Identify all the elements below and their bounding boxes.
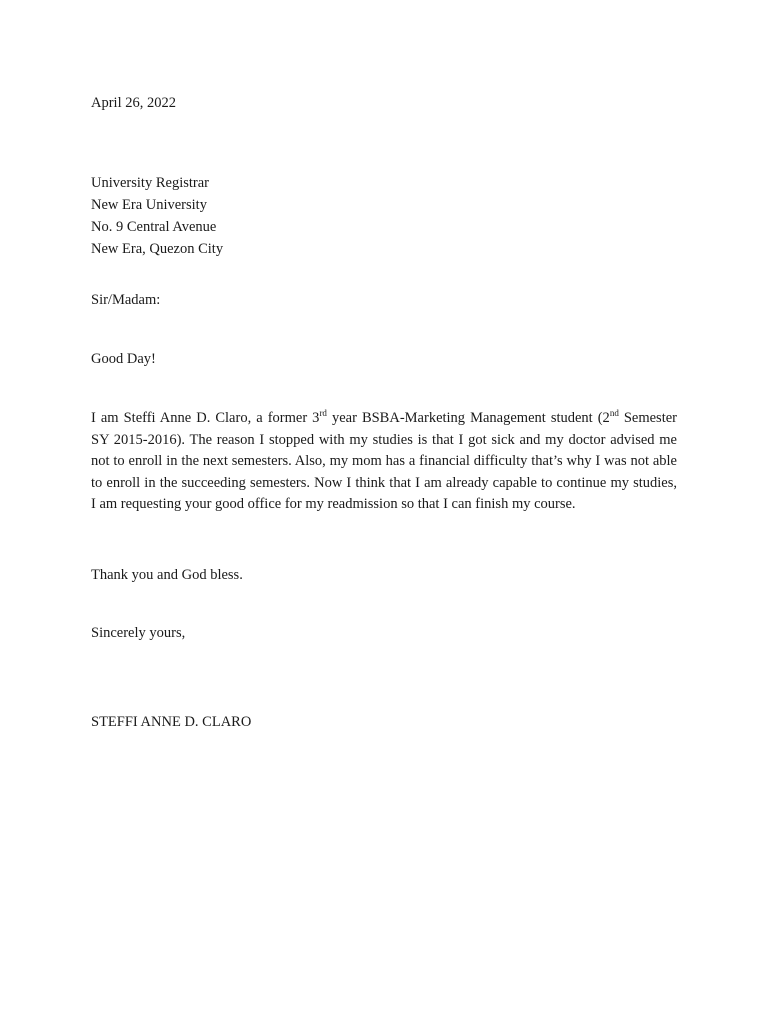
body-paragraph xyxy=(91,408,677,516)
thanks-line: Thank you and God bless. xyxy=(91,567,243,583)
letter-date: April 26, 2022 xyxy=(91,95,176,111)
closing-line: Sincerely yours, xyxy=(91,625,186,641)
ordinal-suffix-1: rd xyxy=(319,408,327,418)
signatory-name: STEFFI ANNE D. CLARO xyxy=(91,714,252,730)
recipient-line-4: New Era, Quezon City xyxy=(91,241,224,257)
body-text-part-3: Semester SY 2015-2016). The reason I stopped with my studies is that I got sick and my doctor advised me not to enroll in the next semesters. Also, my mom has a financial difficulty that’s why I was not able to enroll in the succeeding semesters. Now I think that I am already capable to continue my studies, I am requesting your good office for my readmission so that I can finish my course. xyxy=(91,410,677,512)
greeting: Good Day! xyxy=(91,351,156,367)
body-text-part-1: I am Steffi Anne D. Claro, a former 3 xyxy=(91,410,320,426)
recipient-address xyxy=(91,172,677,260)
recipient-line-2: New Era University xyxy=(91,197,207,213)
recipient-line-3: No. 9 Central Avenue xyxy=(91,219,217,235)
recipient-line-1: University Registrar xyxy=(91,175,209,191)
salutation: Sir/Madam: xyxy=(91,292,161,308)
body-text-part-2: year BSBA-Marketing Management student (2 xyxy=(326,410,610,426)
ordinal-suffix-2: nd xyxy=(609,408,619,418)
